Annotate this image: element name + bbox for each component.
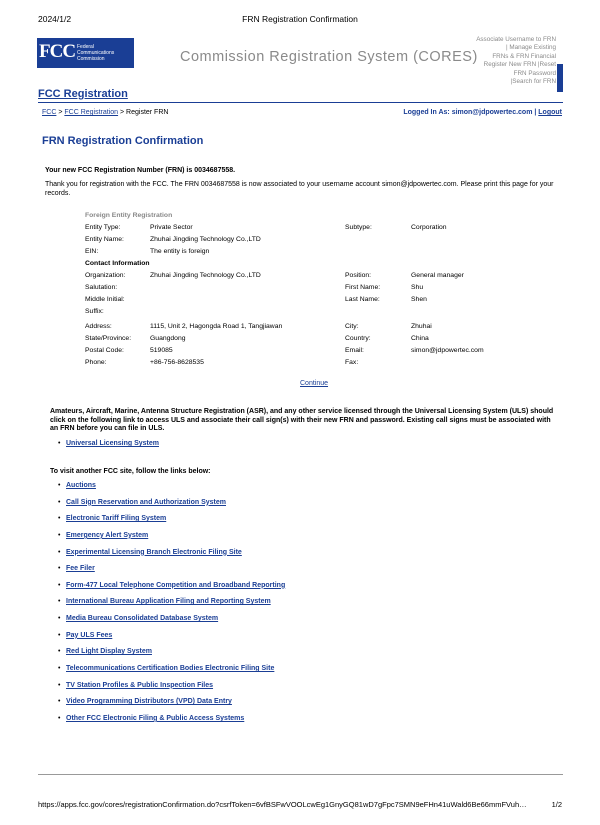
bullet-icon: • — [58, 581, 61, 589]
ein-value: The entity is foreign — [150, 248, 210, 255]
bullet-icon: • — [58, 515, 61, 523]
list-item — [58, 565, 285, 582]
fcc-site-links — [58, 482, 285, 732]
bullet-icon: • — [58, 440, 61, 447]
last-name-value: Shen — [411, 296, 427, 303]
scroll-tab[interactable] — [557, 64, 563, 92]
link-form-477[interactable]: Form-477 Local Telephone Competition and Broadband Reporting — [66, 581, 286, 589]
state-row: State/Province: Guangdong Country: China — [85, 335, 429, 342]
entity-type-value: Private Sector — [150, 224, 193, 231]
footer-divider — [38, 774, 563, 775]
link-international-bureau[interactable]: International Bureau Application Filing and Reporting System — [66, 598, 271, 606]
bullet-icon: • — [58, 531, 61, 539]
breadcrumb: FCC > FCC Registration > Register FRN — [42, 109, 169, 116]
postal-value: 519085 — [150, 347, 173, 354]
breadcrumb-fcc-registration[interactable]: FCC Registration — [64, 109, 119, 116]
entity-name-row: Entity Name: Zhuhai Jingding Technology Co.,LTD — [85, 236, 261, 243]
link-experimental-licensing[interactable]: Experimental Licensing Branch Electronic Filing Site — [66, 548, 242, 556]
contact-heading: Contact Information — [85, 260, 150, 267]
bullet-icon: • — [58, 714, 61, 722]
fcc-logo-mark: FCC — [39, 41, 76, 62]
salutation-row: Salutation: First Name: Shu — [85, 284, 424, 291]
list-item — [58, 682, 285, 699]
top-link-manage[interactable]: | Manage Existing — [506, 44, 556, 52]
address-value: 1115, Unit 2, Hagongda Road 1, Tangjiawan — [150, 323, 283, 330]
top-link-financial[interactable]: FRNs & FRN Financial — [492, 52, 556, 60]
link-electronic-tariff[interactable]: Electronic Tariff Filing System — [66, 515, 167, 523]
registration-details — [85, 212, 515, 371]
page-title: FRN Registration Confirmation — [42, 135, 204, 147]
organization-value: Zhuhai Jingding Technology Co.,LTD — [150, 272, 261, 279]
state-value: Guangdong — [150, 335, 186, 342]
fcc-registration-link[interactable]: FCC Registration — [38, 88, 128, 100]
city-value: Zhuhai — [411, 323, 432, 330]
link-auctions[interactable]: Auctions — [66, 482, 96, 489]
bullet-icon: • — [58, 598, 61, 606]
list-item — [58, 632, 285, 649]
thanks-text: Thank you for registration with the FCC. The FRN 0034687558 is now associated to your username account simon@jdpowertec.com. Please print this page for your records. — [45, 181, 554, 197]
fcc-logo[interactable] — [37, 38, 134, 68]
position-value: General manager — [411, 272, 464, 279]
address-row: Address: 1115, Unit 2, Hagongda Road 1, Tangjiawan City: Zhuhai — [85, 323, 432, 330]
list-item — [58, 698, 285, 715]
frn-number-text: Your new FCC Registration Number (FRN) is 0034687558. — [45, 167, 236, 174]
print-date: 2024/1/2 — [38, 14, 72, 24]
ein-row: EIN: The entity is foreign — [85, 248, 210, 255]
link-emergency-alert[interactable]: Emergency Alert System — [66, 531, 149, 539]
breadcrumb-fcc[interactable]: FCC — [42, 109, 57, 116]
top-link-search[interactable]: |Search for FRN — [510, 78, 556, 86]
print-title: FRN Registration Confirmation — [242, 14, 358, 24]
link-call-sign-reservation[interactable]: Call Sign Reservation and Authorization System — [66, 498, 226, 506]
subtype-value: Corporation — [411, 224, 447, 231]
list-item — [58, 532, 285, 549]
page-number: 1/2 — [551, 800, 562, 809]
list-item — [58, 598, 285, 615]
entity-section-title: Foreign Entity Registration — [85, 212, 173, 219]
link-pay-uls-fees[interactable]: Pay ULS Fees — [66, 631, 113, 639]
link-other-fcc-systems[interactable]: Other FCC Electronic Filing & Public Access Systems — [66, 714, 245, 722]
middle-initial-row: Middle Initial: Last Name: Shen — [85, 296, 427, 303]
first-name-value: Shu — [411, 284, 424, 291]
suffix-row: Suffix: — [85, 308, 104, 315]
email-value: simon@jdpowertec.com — [411, 347, 484, 354]
breadcrumb-current: Register FRN — [126, 109, 169, 116]
top-nav-links — [446, 36, 556, 86]
header-divider — [38, 102, 563, 103]
organization-row: Organization: Zhuhai Jingding Technology Co.,LTD Position: General manager — [85, 272, 464, 279]
top-link-register-reset[interactable]: Register New FRN |Reset — [483, 61, 556, 69]
list-item — [58, 499, 285, 516]
bullet-icon: • — [58, 565, 61, 573]
top-link-associate[interactable]: Associate Username to FRN — [476, 36, 556, 43]
list-item — [58, 482, 285, 499]
top-link-password[interactable]: FRN Password — [513, 69, 556, 77]
bullet-icon: • — [58, 615, 61, 623]
phone-value: +86-756-8628535 — [150, 359, 204, 366]
entity-name-value: Zhuhai Jingding Technology Co.,LTD — [150, 236, 261, 243]
bullet-icon: • — [58, 681, 61, 689]
phone-row: Phone: +86-756-8628535 Fax: — [85, 359, 359, 366]
uls-list-item — [58, 440, 159, 447]
bullet-icon: • — [58, 498, 61, 506]
visit-text: To visit another FCC site, follow the links below: — [50, 468, 211, 475]
bullet-icon: • — [58, 648, 61, 656]
bullet-icon: • — [58, 482, 61, 489]
cores-title: Commission Registration System (CORES) — [180, 49, 478, 65]
logout-link[interactable]: Logout — [538, 109, 562, 116]
logged-in-as: Logged In As: simon@jdpowertec.com — [403, 109, 533, 116]
list-item — [58, 549, 285, 566]
link-red-light-display[interactable]: Red Light Display System — [66, 648, 152, 656]
link-vpd-data-entry[interactable]: Video Programming Distributors (VPD) Data Entry — [66, 698, 232, 706]
link-fee-filer[interactable]: Fee Filer — [66, 565, 95, 573]
link-media-bureau[interactable]: Media Bureau Consolidated Database System — [66, 615, 219, 623]
print-header — [0, 14, 600, 26]
entity-type-row: Entity Type: Private Sector Subtype: Corporation — [85, 224, 447, 231]
link-tv-station-profiles[interactable]: TV Station Profiles & Public Inspection Files — [66, 681, 214, 689]
list-item — [58, 615, 285, 632]
fcc-logo-text: Federal Communications Commission — [77, 44, 115, 62]
postal-row: Postal Code: 519085 Email: simon@jdpowertec.com — [85, 347, 484, 354]
list-item — [58, 515, 285, 532]
bullet-icon: • — [58, 548, 61, 556]
list-item — [58, 665, 285, 682]
page-url: https://apps.fcc.gov/cores/registrationConfirmation.do?csrfToken=6vfBSFwVOOLcwEg1GnyGQ81wD7gFpc7SMN9eFHn41uWald6Be66mmFVuh… — [38, 800, 527, 809]
list-item — [58, 582, 285, 599]
list-item — [58, 715, 285, 732]
uls-link[interactable]: Universal Licensing System — [66, 440, 159, 447]
bullet-icon: • — [58, 665, 61, 673]
bullet-icon: • — [58, 631, 61, 639]
list-item — [58, 648, 285, 665]
country-value: China — [411, 335, 429, 342]
continue-link[interactable]: Continue — [300, 380, 329, 387]
login-status: Logged In As: simon@jdpowertec.com | Logout — [403, 109, 562, 116]
uls-instructions: Amateurs, Aircraft, Marine, Antenna Structure Registration (ASR), and any other service licensed through the Universal Licensing System (ULS) should click on the following link to access ULS and associate their call sign(s) with their new FRN and password. Existing call signs must be associated with an FRN before you can file in ULS. — [50, 408, 554, 432]
bullet-icon: • — [58, 698, 61, 706]
link-telecom-certification[interactable]: Telecommunications Certification Bodies Electronic Filing Site — [66, 665, 275, 673]
